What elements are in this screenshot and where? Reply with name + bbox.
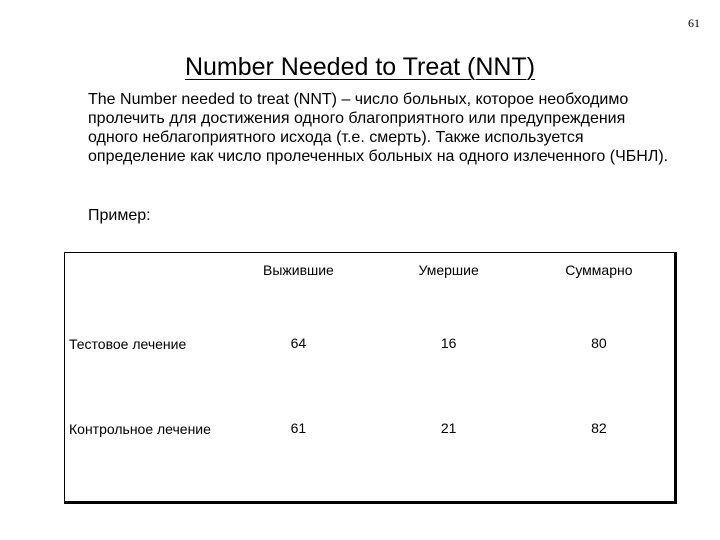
cell-control-died: 21 — [440, 419, 457, 436]
nnt-definition: The Number needed to treat (NNT) – число больных, которое необходимо пролечить для достижения одного благоприятного или предупреждения одного неблагоприятного исхода (т.е. смерть). Также используется определение как число пролеченных больных на одного излеченного (ЧБНЛ). — [88, 91, 669, 165]
nnt-example-table — [64, 252, 677, 504]
cell-test-died: 16 — [440, 334, 457, 351]
header-total: Суммарно — [565, 262, 633, 278]
row-label-control-treatment: Контрольное лечение — [69, 420, 211, 437]
cell-control-survived: 61 — [290, 419, 307, 436]
table-header-row — [65, 253, 676, 321]
header-died: Умершие — [418, 262, 479, 278]
row-label-test-treatment: Тестовое лечение — [69, 335, 187, 352]
page-title — [0, 53, 720, 82]
cell-test-total: 80 — [591, 334, 607, 351]
page-number: 61 — [688, 16, 700, 30]
cell-control-total: 82 — [591, 419, 607, 436]
example-label: Пример: — [88, 207, 151, 224]
cell-test-survived: 64 — [290, 334, 307, 351]
table-row — [65, 410, 676, 503]
table-row — [65, 321, 676, 410]
header-survived: Выжившие — [262, 262, 334, 278]
header-empty-cell — [65, 253, 224, 321]
page-title-text: Number Needed to Treat (NNT) — [184, 52, 536, 81]
